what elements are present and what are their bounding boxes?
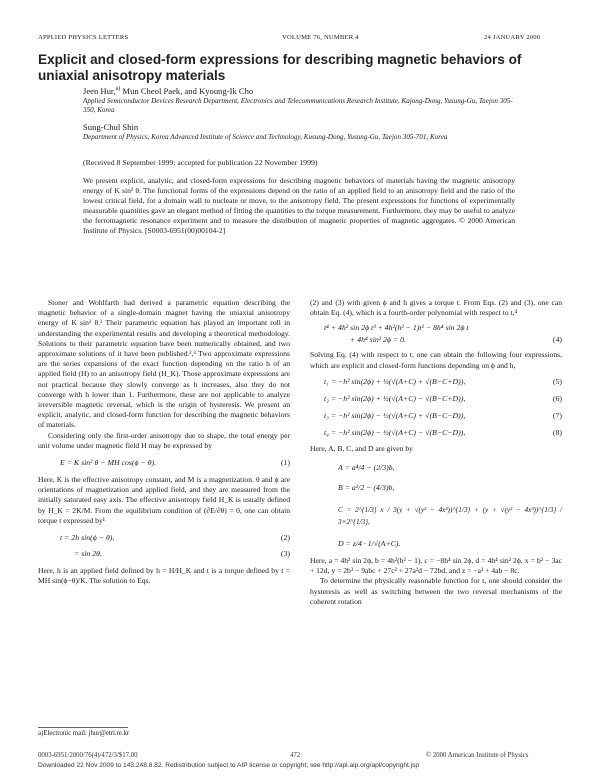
left-paragraph-3: Here, K is the effective anisotropy constant, and M is a magnetization. θ and ϕ are orientations of magnetization and applied field, and they are measured from the initially saturated easy axis. The effective anisotropy field H_K is usually defined by H_K = 2K/M. From the equilibrium condition of (∂E/∂θ) = 0, one can obtain torque t expressed by¹ bbox=[38, 475, 290, 525]
equation-C: C = 2^{1/3} x / 3(y + √(y² − 4x³))^{1/3} + (y + √(y² − 4x³))^{1/3} / 3×2^{1/3}, bbox=[338, 506, 562, 527]
author-rest: Mun Cheol Paek, and Kyoung-Ik Cho bbox=[120, 86, 254, 96]
equation-8 bbox=[324, 427, 562, 439]
right-paragraph-2: Solving Eq. (4) with respect to t, one can obtain the following four expressions, which are explicit and closed-form functions depending on ϕ and h, bbox=[310, 350, 562, 370]
affiliation-1: Applied Semiconductor Devices Research Department, Electronics and Telecommunications Research Institute, Kajong-Dong, Yusung-Gu, Taejon 305-350, Korea bbox=[83, 97, 513, 115]
download-notice: Downloaded 22 Nov 2009 to 143.248.8.82. Redistribution subject to AIP license or copyright; see http://apl.aip.org/apl/copyright.jsp bbox=[38, 762, 420, 769]
equation-2 bbox=[60, 532, 290, 544]
equation-7-number: (7) bbox=[552, 410, 562, 420]
right-paragraph-1: (2) and (3) with given ϕ and h gives a torque t. From Eqs. (2) and (3), one can obtain Eq. (4), which is a fourth-order polynomial with respect to t,⁴ bbox=[310, 298, 562, 318]
author-line-1 bbox=[83, 86, 253, 96]
issue-date: 24 JANUARY 2000 bbox=[484, 34, 541, 41]
paper-title: Explicit and closed-form expressions for describing magnetic behaviors of uniaxial anisotropy materials bbox=[38, 52, 522, 83]
affiliation-2: Department of Physics, Korea Advanced Institute of Science and Technology, Kusung-Dong, Yusung-Gu, Taejon 305-701, Korea bbox=[83, 133, 448, 141]
page-number: 472 bbox=[290, 752, 301, 759]
equation-1-number: (1) bbox=[280, 458, 290, 468]
received-dates: (Received 8 September 1999; accepted for publication 22 November 1999) bbox=[83, 158, 318, 167]
equation-3 bbox=[74, 548, 290, 560]
right-column bbox=[310, 298, 562, 607]
left-paragraph-4: Here, h is an applied field defined by h = H/H_K and t is a torque defined by t = MH sin(ϕ−θ)/K. The solution to Eqs. bbox=[38, 566, 290, 586]
equation-7-body: t₃ = −h² sin(2ϕ) − ½(√(A+C) + √(B−C−D)), bbox=[324, 410, 466, 420]
abstract: We present explicit, analytic, and closed-form expressions for describing magnetic behaviors of materials having the magnetic anisotropy energy of K sin² θ. The functional forms of the expressions depend on the ratio of an applied field to an anisotropy field and the ratio of the lowest critical field, for a domain wall to nucleate or move, to the anisotropy field. The present expressions for functions of experimentally measurable quantities gave an elegant method of fitting the quantities to the torque measurement. Furthermore, they may be useful to analyze the ferromagnetic resonance experiment and to measure the distribution of magnetic properties of magnetic aggregates. © 2000 American Institute of Physics. [S0003-6951(00)00104-2] bbox=[83, 176, 515, 236]
equation-6-number: (6) bbox=[552, 393, 562, 403]
equation-8-number: (8) bbox=[552, 427, 562, 437]
volume-number: VOLUME 76, NUMBER 4 bbox=[282, 34, 359, 41]
equation-4-body: + 4h⁴ sin² 2ϕ = 0. bbox=[350, 335, 406, 345]
equation-B: B = a²/2 − (4/3)b, bbox=[338, 483, 395, 493]
equation-8-body: t₄ = −h² sin(2ϕ) − ½(√(A+C) − √(B−C−D)), bbox=[324, 427, 466, 437]
left-paragraph-1: Stoner and Wohlfarth had derived a parametric equation describing the magnetic behavior of a single-domain magnet having the uniaxial anisotropy energy of K sin² θ.¹ Their parametric equation has played an important roll in understanding the experimental results and developing a theoretical methodology. Solutions to their parametric equation have been numerically obtained, and two approximate solutions of it have been published.²,³ Two approximate expressions are the series expansions of the exact function depending on the ratio h of an applied field (H) to an anisotropy field (H_K). Those approximate expressions are not practical because they slowly converge as h increases, also they do not converge with h lower than 1. Furthermore, these are not applicable to analyze irreversible magnetic reversal, which is the origin of hysteresis. We present an explicit, analytic, and closed-form function for describing the magnetic behaviors of materials. bbox=[38, 298, 290, 430]
equation-5-number: (5) bbox=[552, 376, 562, 386]
equation-1-body: E = K sin² θ − MH cos(ϕ − θ). bbox=[60, 458, 157, 468]
equation-2-number: (2) bbox=[280, 533, 290, 543]
equation-A: A = a⁴/4 − (2/3)b, bbox=[338, 463, 395, 473]
author-footnote-mark: a) bbox=[115, 86, 121, 93]
equation-4-line-1: t⁴ + 4h² sin 2ϕ t³ + 4h²(h² − 1)t² − 8h⁴ sin 2ϕ t bbox=[324, 323, 469, 333]
equation-3-number: (3) bbox=[280, 549, 290, 559]
equation-4-number: (4) bbox=[552, 335, 562, 345]
equation-D: D = z/4 · 1/√(A+C). bbox=[338, 539, 401, 549]
footnote-rule bbox=[38, 727, 128, 728]
issn-line: 0003-6951/2000/76(4)/472/3/$17.00 bbox=[38, 752, 138, 759]
author-first: Jeen Hur, bbox=[83, 86, 116, 96]
footnote-email: a)Electronic mail: jhur@etri.re.kr bbox=[38, 730, 130, 737]
equation-2-body: t = 2h sin(ϕ − θ), bbox=[60, 533, 115, 543]
equation-6-body: t₂ = −h² sin(2ϕ) + ½(√(A+C) − √(B−C+D)), bbox=[324, 393, 466, 403]
author-line-2: Sung-Chul Shin bbox=[83, 122, 139, 132]
left-paragraph-2: Considering only the first-order anisotropy due to shape, the total energy per unit volume under magnetic field H may be expressed by bbox=[38, 430, 290, 450]
equation-6 bbox=[324, 393, 562, 405]
equation-1 bbox=[60, 457, 290, 469]
equation-7 bbox=[324, 410, 562, 422]
left-column bbox=[38, 298, 290, 586]
equation-4-line-2 bbox=[350, 334, 562, 346]
equation-3-body: = sin 2θ. bbox=[74, 549, 102, 559]
right-paragraph-3: Here, A, B, C, and D are given by bbox=[310, 443, 413, 453]
copyright-line: © 2000 American Institute of Physics bbox=[426, 752, 529, 759]
equation-5-body: t₁ = −h² sin(2ϕ) + ½(√(A+C) + √(B−C+D)), bbox=[324, 376, 466, 386]
right-paragraph-5: To determine the physically reasonable function for t, one should consider the hysteresis as well as switching between the two reversal mechanisms of the coherent rotation bbox=[310, 576, 562, 606]
journal-name: APPLIED PHYSICS LETTERS bbox=[38, 34, 129, 41]
right-paragraph-4: Here, a = 4h² sin 2ϕ, b = 4h²(h² − 1), c = −8h⁴ sin 2ϕ, d = 4h⁴ sin² 2ϕ, x = b² − 3ac + 12d, y = 2b³ − 9abc + 27c² + 27a²d − 72bd, and z = −a³ + 4ab − 8c. bbox=[310, 556, 562, 576]
equation-5 bbox=[324, 376, 562, 388]
